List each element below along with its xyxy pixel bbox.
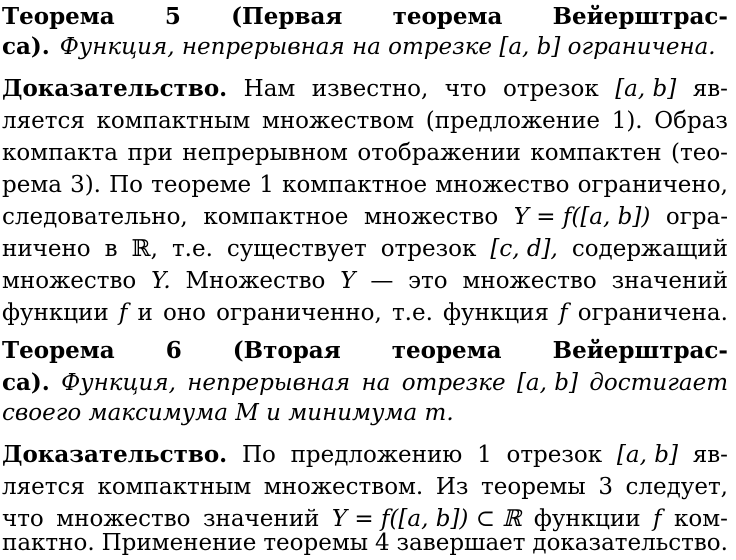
theorem-5-line-2: [2, 30, 728, 64]
word: ограниченно,: [216, 300, 382, 326]
word: 4: [374, 530, 390, 556]
proof-label: Доказательство.: [2, 441, 228, 468]
proof-6-line-4: [2, 526, 728, 560]
theorem-5-line-1: [2, 0, 728, 34]
word: ℝ,: [131, 236, 158, 262]
word: существует: [226, 236, 367, 262]
word: Нам: [243, 76, 296, 102]
word: Множество: [185, 268, 326, 294]
word: содержащий: [571, 236, 728, 262]
word: компактное: [282, 172, 428, 198]
word: компактное: [203, 204, 349, 230]
word: непрерывная: [187, 370, 351, 396]
word: непрерывном: [182, 140, 348, 166]
word: оно: [162, 300, 207, 326]
word: значений: [611, 268, 728, 294]
word: значений: [202, 506, 320, 532]
word: множеством.: [263, 474, 424, 500]
proof-5-line-6: [2, 232, 728, 266]
formula: Y = f([a, b]) ⊂ ℝ: [331, 506, 522, 532]
word: 5: [164, 3, 181, 30]
word: отрезок: [506, 442, 603, 468]
word: в: [104, 236, 118, 262]
word: следовательно,: [2, 204, 188, 230]
theorem-6-line-1: [2, 334, 728, 368]
word: т.е.: [391, 300, 433, 326]
word: ляется: [2, 474, 85, 500]
word: следует,: [625, 474, 728, 500]
proof-5-line-2: [2, 104, 728, 138]
word: са).: [2, 33, 50, 60]
word: отображении: [357, 140, 521, 166]
word: рема: [2, 172, 62, 198]
word: теореме: [151, 172, 252, 198]
word: По: [241, 442, 276, 468]
proof-label: Доказательство.: [2, 75, 228, 102]
word: множество: [462, 268, 597, 294]
word: [c, d],: [490, 236, 558, 262]
word: [a, b]: [616, 442, 678, 468]
word: ком-: [674, 506, 728, 532]
word: теорема: [391, 337, 502, 364]
theorem-6-line-3: [2, 396, 728, 430]
word: ничено: [2, 236, 91, 262]
word: множество: [2, 268, 137, 294]
word: множество: [56, 506, 191, 532]
word: Из: [435, 474, 469, 500]
proof-5-line-3: [2, 136, 728, 170]
word: (тео-: [671, 140, 728, 166]
word: отрезок: [503, 76, 599, 102]
word: и: [137, 300, 153, 326]
word: завершает: [396, 530, 526, 556]
word: компакта: [2, 140, 118, 166]
word: отрезке: [401, 370, 506, 396]
proof-6-line-2: [2, 470, 728, 504]
word: 1: [259, 172, 274, 198]
word: функция: [443, 300, 549, 326]
word: известно,: [311, 76, 429, 102]
word: доказательство.: [532, 530, 728, 556]
word: предложению: [290, 442, 463, 468]
word: По: [109, 172, 144, 198]
word: множество: [363, 204, 499, 230]
word: Применение: [101, 530, 257, 556]
formula: Y = f([a, b]): [513, 204, 651, 230]
word: [a, b]: [516, 370, 578, 396]
theorem-5-statement: Функция, непрерывная на отрезке [a, b] ограничена.: [59, 34, 716, 60]
word: f: [559, 300, 568, 326]
word: компактным: [97, 474, 252, 500]
word: теоремы: [481, 474, 586, 500]
word: множество: [435, 172, 570, 198]
word: Теорема: [2, 337, 115, 364]
theorem-6-line-2: [2, 366, 728, 400]
proof-5-line-7: [2, 264, 728, 298]
word: Вейерштрас-: [552, 337, 728, 364]
word: са).: [2, 369, 50, 396]
word: яв-: [692, 76, 728, 102]
word: достигает: [589, 370, 728, 396]
word: т.е.: [171, 236, 213, 262]
word: Y: [340, 268, 356, 294]
word: f: [653, 506, 662, 532]
word: 3: [598, 474, 613, 500]
word: (Вторая: [232, 337, 341, 364]
word: теорема: [392, 3, 503, 30]
word: 3).: [70, 172, 101, 198]
word: Образ: [654, 108, 728, 134]
word: на: [361, 370, 391, 396]
proof-5-line-1: [2, 72, 728, 106]
word: 6: [165, 337, 182, 364]
word: яв-: [692, 442, 728, 468]
word: теоремы: [263, 530, 369, 556]
word: ограничено,: [577, 172, 728, 198]
word: f: [118, 300, 128, 326]
word: Y.: [151, 268, 171, 294]
word: что: [444, 76, 487, 102]
word: функции: [533, 506, 641, 532]
word: ляется: [2, 108, 85, 134]
word: (Первая: [231, 3, 343, 30]
proof-6-line-1: [2, 438, 728, 472]
word: огра-: [665, 204, 728, 230]
word: при: [127, 140, 173, 166]
word: Функция,: [61, 370, 176, 396]
proof-5-line-8: [2, 296, 728, 330]
word: это: [408, 268, 448, 294]
word: компактным: [96, 108, 251, 134]
word: 1: [477, 442, 492, 468]
word: ограничена.: [577, 300, 728, 326]
word: что: [2, 506, 44, 532]
word: компактен: [530, 140, 662, 166]
word: отрезок: [380, 236, 477, 262]
word: (предложение: [425, 108, 601, 134]
word: 1).: [611, 108, 643, 134]
proof-5-line-4: [2, 168, 728, 202]
word: Вейерштрас-: [552, 3, 728, 30]
word: множеством: [261, 108, 415, 134]
word: [a, b]: [615, 76, 677, 102]
word: —: [370, 268, 394, 294]
word: функции: [2, 300, 109, 326]
theorem-6-statement-end: своего максимума M и минимума m.: [2, 400, 454, 426]
proof-5-line-5: [2, 200, 728, 234]
word: пактно.: [2, 530, 95, 556]
word: Теорема: [2, 3, 115, 30]
